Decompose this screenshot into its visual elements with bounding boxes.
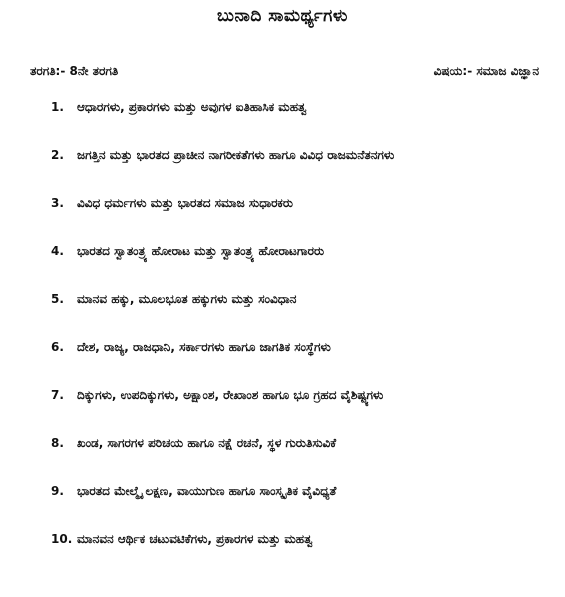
item-number: 6. [51, 340, 64, 354]
list-item [0, 100, 565, 148]
item-text: ವಿವಿಧ ಧರ್ಮಗಳು ಮತ್ತು ಭಾರತದ ಸಮಾಜ ಸುಧಾರಕರು [77, 196, 293, 210]
list-item [0, 436, 565, 484]
page-title: ಬುನಾದಿ ಸಾಮರ್ಥ್ಯಗಳು [217, 6, 348, 26]
item-number: 8. [51, 436, 64, 450]
list-item [0, 532, 565, 580]
meta-row [0, 64, 565, 82]
item-text: ದೇಶ, ರಾಜ್ಯ, ರಾಜಧಾನಿ, ಸರ್ಕಾರಗಳು ಹಾಗೂ ಜಾಗತಿಕ ಸಂಸ್ಥೆಗಳು [77, 340, 331, 354]
list-item [0, 292, 565, 340]
list-item [0, 244, 565, 292]
item-number: 7. [51, 388, 64, 402]
item-number: 9. [51, 484, 64, 498]
item-number: 5. [51, 292, 64, 306]
class-label: ತರಗತಿ:- 8ನೇ ತರಗತಿ [30, 64, 119, 78]
list-item [0, 196, 565, 244]
item-number: 3. [51, 196, 64, 210]
item-text: ಭಾರತದ ಸ್ವಾತಂತ್ರ್ಯ ಹೋರಾಟ ಮತ್ತು ಸ್ವಾತಂತ್ರ್ಯ ಹೋರಾಟಗಾರರು [77, 244, 325, 258]
item-text: ಭಾರತದ ಮೇಲ್ಮೈ ಲಕ್ಷಣ, ವಾಯುಗುಣ ಹಾಗೂ ಸಾಂಸ್ಕೃತಿಕ ವೈವಿಧ್ಯತೆ [77, 484, 337, 498]
item-text: ಮಾನವನ ಆರ್ಥಿಕ ಚಟುವಟಿಕೆಗಳು, ಪ್ರಕಾರಗಳ ಮತ್ತು ಮಹತ್ವ [77, 532, 313, 546]
item-number: 2. [51, 148, 64, 162]
item-text: ಮಾನವ ಹಕ್ಕು, ಮೂಲಭೂತ ಹಕ್ಕುಗಳು ಮತ್ತು ಸಂವಿಧಾನ [77, 292, 297, 306]
item-text: ಖಂಡ, ಸಾಗರಗಳ ಪರಿಚಯ ಹಾಗೂ ನಕ್ಷೆ ರಚನೆ, ಸ್ಥಳ ಗುರುತಿಸುವಿಕೆ [77, 436, 337, 450]
topic-list [0, 100, 565, 580]
list-item [0, 148, 565, 196]
item-number: 1. [51, 100, 64, 114]
list-item [0, 340, 565, 388]
item-text: ದಿಕ್ಕುಗಳು, ಉಪದಿಕ್ಕುಗಳು, ಅಕ್ಷಾಂಶ, ರೇಖಾಂಶ ಹಾಗೂ ಭೂ ಗ್ರಹದ ವೈಶಿಷ್ಟ್ಯಗಳು [77, 388, 384, 402]
list-item [0, 388, 565, 436]
item-text: ಆಧಾರಗಳು, ಪ್ರಕಾರಗಳು ಮತ್ತು ಅವುಗಳ ಐತಿಹಾಸಿಕ ಮಹತ್ವ [77, 100, 307, 114]
list-item [0, 484, 565, 532]
item-number: 4. [51, 244, 64, 258]
subject-label: ವಿಷಯ:- ಸಮಾಜ ವಿಜ್ಞಾನ [433, 64, 539, 78]
item-text: ಜಗತ್ತಿನ ಮತ್ತು ಭಾರತದ ಪ್ರಾಚೀನ ನಾಗರೀಕತೆಗಳು ಹಾಗೂ ವಿವಿಧ ರಾಜಮನೆತನಗಳು [77, 148, 395, 162]
item-number: 10. [51, 532, 73, 546]
